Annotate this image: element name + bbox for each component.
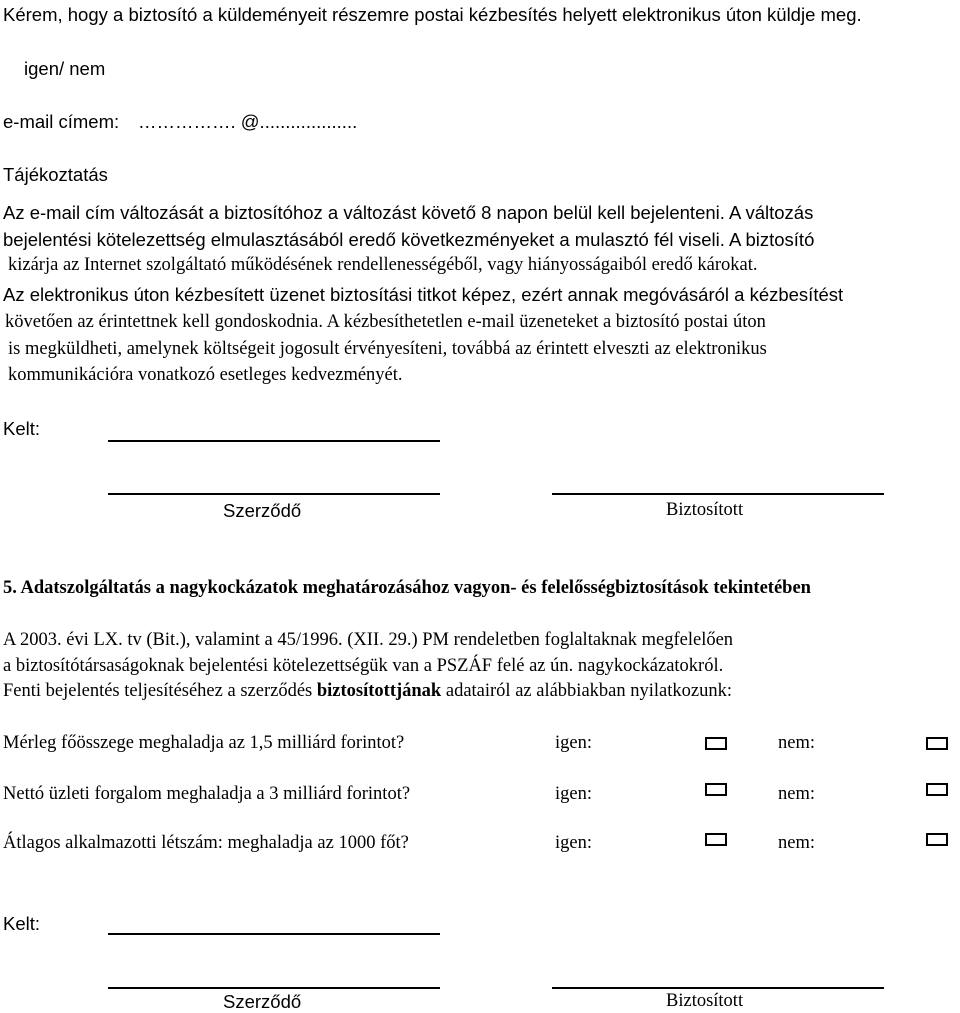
insured-label: Biztosított [666,991,744,1011]
no-label: nem: [778,833,815,853]
question-text: Átlagos alkalmazotti létszám: meghaladja az 1000 főt? [3,833,409,853]
paragraph-bold-text: biztosítottjának [316,681,442,701]
no-checkbox[interactable] [926,737,948,750]
contractor-signature-line[interactable] [108,493,440,495]
contractor-label: Szerződő [223,500,302,521]
insured-label: Biztosított [666,500,744,520]
section-5-paragraph-line: A 2003. évi LX. tv (Bit.), valamint a 45/1996. (XII. 29.) PM rendeletben foglaltaknak megfelelően [3,630,734,650]
info-line: kizárja az Internet szolgáltató működésének rendellenességéből, vagy hiányosságaiból eredő károkat. [8,255,758,275]
yes-checkbox[interactable] [705,783,727,796]
info-heading: Tájékoztatás [3,164,108,185]
no-label: nem: [778,733,815,753]
no-checkbox[interactable] [926,833,948,846]
yes-checkbox[interactable] [705,833,727,846]
insured-signature-line[interactable] [552,987,884,989]
date-label: Kelt: [3,418,41,439]
question-text: Mérleg főösszege meghaladja az 1,5 milliárd forintot? [3,733,405,753]
paragraph-text: Fenti bejelentés teljesítéséhez a szerződés [3,681,317,701]
info-line: Az e-mail cím változását a biztosítóhoz a változást követő 8 napon belül kell bejelenteni. A változás [3,202,814,223]
email-field[interactable]: ……………. @................... [138,111,358,132]
delivery-request-text: Kérem, hogy a biztosító a küldeményeit részemre postai kézbesítés helyett elektronikus úton küldje meg. [3,4,862,25]
yes-no-option: igen/ nem [24,58,106,79]
email-label: e-mail címem: [3,111,120,132]
yes-label: igen: [555,833,592,853]
info-line: Az elektronikus úton kézbesített üzenet biztosítási titkot képez, ezért annak megóvásáról a kézbesítést [3,284,844,305]
info-line: is megküldheti, amelynek költségeit jogosult érvényesíteni, továbbá az érintett elveszti az elektronikus [8,339,767,359]
contractor-signature-line[interactable] [108,987,440,989]
question-text: Nettó üzleti forgalom meghaladja a 3 milliárd forintot? [3,784,411,804]
yes-checkbox[interactable] [705,737,727,750]
section-5-heading: 5. Adatszolgáltatás a nagykockázatok meghatározásához vagyon- és felelősségbiztosítások tekintetében [3,578,811,598]
date-line[interactable] [108,933,440,935]
info-line: követően az érintettnek kell gondoskodnia. A kézbesíthetetlen e-mail üzeneteket a biztosító postai úton [5,312,766,332]
info-line: kommunikációra vonatkozó esetleges kedvezményét. [8,365,403,385]
section-5-paragraph-line [3,681,732,702]
date-label: Kelt: [3,913,41,934]
section-5-paragraph-line: a biztosítótársaságoknak bejelentési kötelezettségük van a PSZÁF felé az ún. nagykockázatokról. [3,656,724,676]
contractor-label: Szerződő [223,991,302,1012]
date-line[interactable] [108,440,440,442]
no-checkbox[interactable] [926,783,948,796]
insured-signature-line[interactable] [552,493,884,495]
no-label: nem: [778,784,815,804]
paragraph-text: adatairól az alábbiakban nyilatkozunk: [441,681,732,701]
yes-label: igen: [555,784,592,804]
yes-label: igen: [555,733,592,753]
info-line: bejelentési kötelezettség elmulasztásából eredő következményeket a mulasztó fél viseli. A biztosító [3,229,815,250]
